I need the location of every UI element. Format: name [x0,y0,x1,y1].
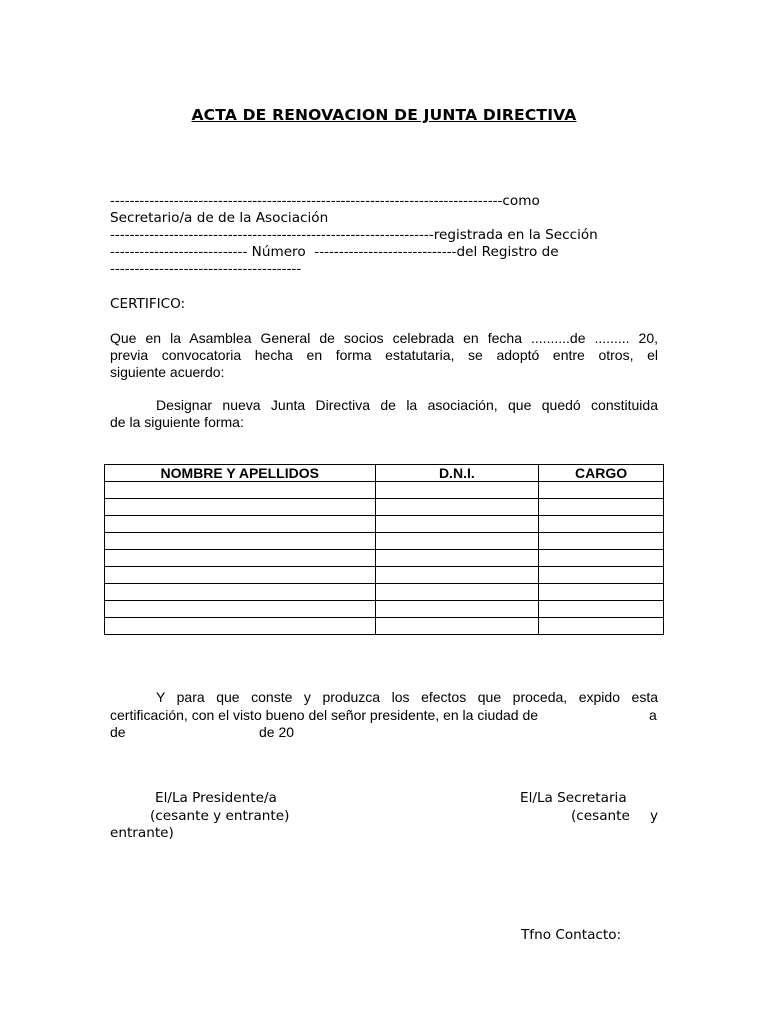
table-row [105,482,664,499]
table-cell [105,601,376,618]
table-cell [539,584,664,601]
table-cell [539,618,664,635]
table-cell [375,516,539,533]
contact-label: Tfno Contacto: [521,927,622,943]
intro-line: ------------------------------------------------------------------registrada en la Sección [110,227,598,243]
presidente-title: El/La Presidente/a [155,790,277,806]
table-header-row [105,465,664,482]
table-row [105,618,664,635]
secretaria-subtitle: y [650,808,659,824]
table-row [105,567,664,584]
table-cell [539,601,664,618]
paragraph-line: Y para que conste y produzca los efectos que proceda, expido esta [156,689,658,705]
table-cell [105,516,376,533]
header-dni: D.N.I. [375,465,539,482]
table-cell [375,499,539,516]
table-row [105,601,664,618]
intro-line: ---------------------------- Número -----------------------------del Registro de [110,244,559,260]
paragraph-line: Designar nueva Junta Directiva de la asociación, que quedó constituida [156,397,658,413]
table-cell [539,482,664,499]
table-cell [105,482,376,499]
secretaria-title: El/La Secretaria [520,790,627,806]
certifico-heading: CERTIFICO: [110,296,186,312]
table-cell [539,499,664,516]
table-cell [539,550,664,567]
header-cargo: CARGO [539,465,664,482]
table-cell [375,533,539,550]
table-cell [105,499,376,516]
table-cell [375,567,539,584]
table-cell [105,584,376,601]
table-cell [105,618,376,635]
document-title: ACTA DE RENOVACION DE JUNTA DIRECTIVA [191,106,577,124]
intro-line: Secretario/a de de la Asociación [110,210,329,226]
intro-line: --------------------------------------- [110,261,302,277]
header-nombre: NOMBRE Y APELLIDOS [105,465,376,482]
table-cell [375,584,539,601]
table-row [105,550,664,567]
paragraph-line-end: a [649,707,657,723]
paragraph-line: siguiente acuerdo: [110,364,225,380]
secretaria-subtitle: (cesante [571,808,630,824]
table-row [105,533,664,550]
paragraph-line: certificación, con el visto bueno del señor presidente, en la ciudad de [110,707,539,723]
table-cell [539,516,664,533]
paragraph-line: de [110,724,126,740]
presidente-subtitle: (cesante y entrante) [150,808,290,824]
table-cell [539,567,664,584]
junta-directiva-table [104,464,664,635]
table-cell [375,601,539,618]
table-cell [375,482,539,499]
table-cell [375,550,539,567]
table-row [105,516,664,533]
table-cell [375,618,539,635]
table-cell [105,550,376,567]
table-cell [105,567,376,584]
table-row [105,584,664,601]
table-row [105,499,664,516]
paragraph-line: de 20 [259,724,295,740]
paragraph-line: Que en la Asamblea General de socios celebrada en fecha ..........de ......... 20, [110,330,658,346]
table-cell [105,533,376,550]
intro-line: --------------------------------------------------------------------------------como [110,193,540,209]
paragraph-line: de la siguiente forma: [110,414,244,430]
table-cell [539,533,664,550]
secretaria-subtitle: entrante) [110,825,174,841]
table-body [105,482,664,635]
paragraph-line: previa convocatoria hecha en forma estatutaria, se adoptó entre otros, el [110,347,658,363]
